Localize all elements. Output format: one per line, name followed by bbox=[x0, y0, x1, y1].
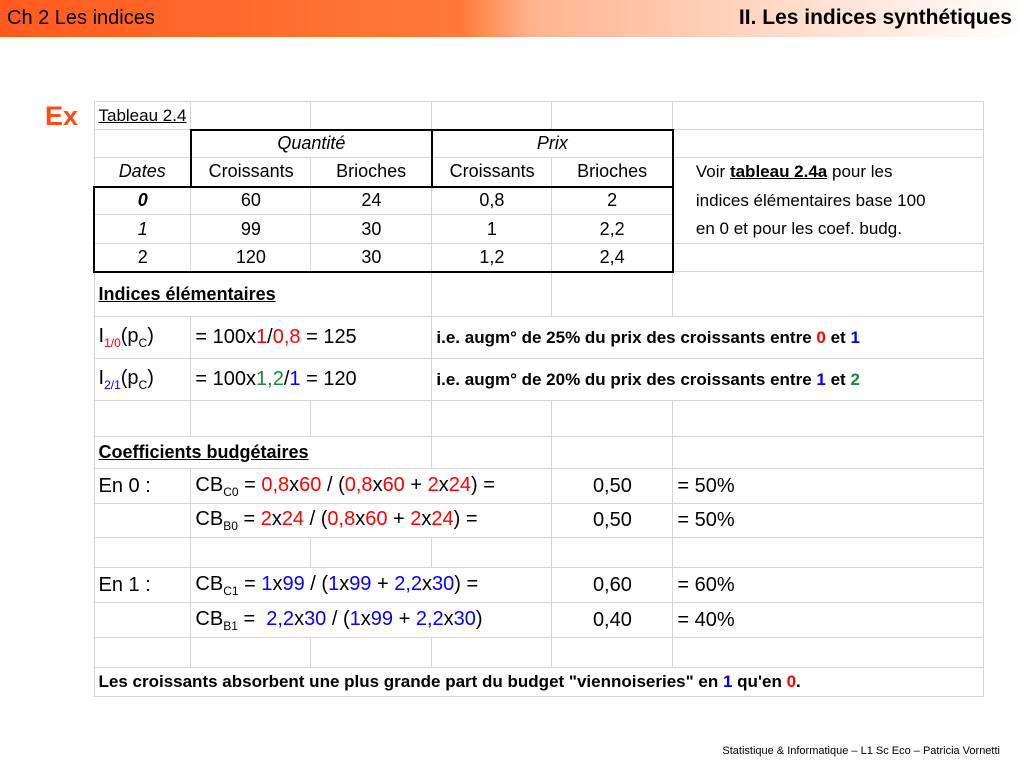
section-title: II. Les indices synthétiques bbox=[738, 6, 1012, 29]
header-quantite: Quantité bbox=[191, 130, 432, 158]
index-row-1: $I_{1/0}(p_C)$ = 100x1/0,8 = 125 i.e. augm° de 25% du prix des croissants entre 0 et 1 bbox=[94, 317, 984, 359]
footer-credit: Statistique & Informatique – L1 Sc Eco – Patricia Vornetti bbox=[722, 745, 1000, 757]
conclusion-text: Les croissants absorbent une plus grande part du budget "viennoiseries" en 1 qu'en 0. bbox=[94, 668, 984, 697]
data-table bbox=[93, 101, 984, 697]
header-croissants-q: Croissants bbox=[191, 158, 311, 187]
note-line3: en 0 et pour les coef. budg. bbox=[673, 215, 984, 244]
coef-row-b0: $CB_{B0} = 2x24 / (0,8x60 + 2x24)$ = 0,50 = 50% bbox=[94, 504, 984, 538]
coef-row-c0: En 0 : $CB_{C0} = 0,8x60 / (0,8x60 + 2x24)$ = 0,50 = 50% bbox=[94, 469, 984, 504]
table-row: 0 60 24 0,8 2 indices élémentaires base 100 bbox=[94, 187, 984, 215]
header-croissants-p: Croissants bbox=[432, 158, 552, 187]
coef-row-b1: $CB_{B1} = 2,2x30 / (1x99 + 2,2x30)$ 0,40 = 40% bbox=[94, 603, 984, 638]
table-row: 1 99 30 1 2,2 en 0 et pour les coef. budg. bbox=[94, 215, 984, 244]
chapter-title: Ch 2 Les indices bbox=[7, 7, 155, 29]
note-line2: indices élémentaires base 100 bbox=[673, 187, 984, 215]
indices-heading: Indices élémentaires bbox=[94, 272, 432, 317]
table-row: 2 120 30 1,2 2,4 bbox=[94, 244, 984, 272]
coef-heading: Coefficients budgétaires bbox=[94, 437, 432, 469]
coef-row-c1: En 1 : $CB_{C1} = 1x99 / (1x99 + 2,2x30)$ = 0,60 = 60% bbox=[94, 568, 984, 603]
index-row-2: $I_{2/1}(p_C)$ = 100x1,2/1 = 120 i.e. augm° de 20% du prix des croissants entre 1 et 2 bbox=[94, 359, 984, 401]
header-prix: Prix bbox=[432, 130, 673, 158]
header-brioches-q: Brioches bbox=[311, 158, 432, 187]
table-title: Tableau 2.4 bbox=[94, 102, 191, 130]
header-dates: Dates bbox=[94, 158, 191, 187]
example-label: Ex bbox=[45, 101, 79, 131]
header-bar bbox=[0, 0, 1024, 37]
note-line1: Voir tableau 2.4a pour les bbox=[673, 158, 984, 187]
header-brioches-p: Brioches bbox=[552, 158, 673, 187]
